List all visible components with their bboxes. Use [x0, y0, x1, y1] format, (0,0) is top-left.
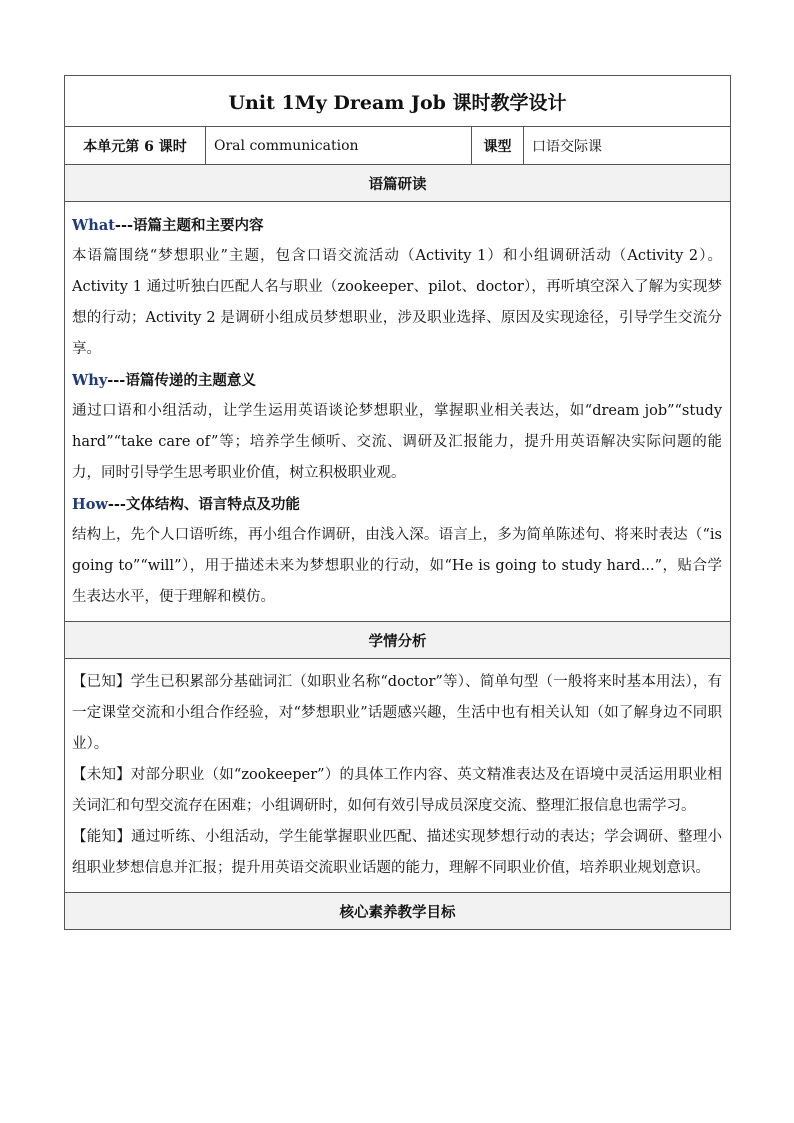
lesson-plan-table — [64, 75, 731, 930]
unknown-tag: 【未知】 — [72, 767, 131, 783]
able-text: 通过听练、小组活动，学生能掌握职业匹配、描述实现梦想行动的表达；学会调研、整理小组职业梦想信息并汇报；提升用英语交流职业话题的能力，理解不同职业价值，培养职业规划意识。 — [72, 829, 723, 876]
student-analysis-content — [65, 659, 731, 893]
known-paragraph — [72, 667, 722, 760]
core-goals-header-row — [65, 893, 731, 930]
lesson-type-value: 口语交际课 — [524, 127, 731, 165]
able-tag: 【能知】 — [72, 829, 132, 845]
how-heading — [72, 489, 722, 520]
what-keyword: What — [72, 217, 115, 234]
student-analysis-heading: 学情分析 — [65, 622, 731, 659]
lesson-plan-sheet — [64, 75, 730, 930]
why-heading — [72, 365, 722, 396]
why-keyword: Why — [72, 372, 108, 389]
text-study-body-row — [65, 202, 731, 622]
what-title: ---语篇主题和主要内容 — [114, 217, 264, 234]
how-keyword: How — [72, 496, 108, 513]
text-study-header-row — [65, 165, 731, 202]
known-tag: 【已知】 — [72, 674, 131, 690]
able-paragraph — [72, 822, 722, 884]
student-analysis-body-row — [65, 659, 731, 893]
what-heading — [72, 210, 722, 241]
unknown-text: 对部分职业（如“zookeeper”）的具体工作内容、英文精准表达及在语境中灵活运用职业相关词汇和句型交流存在困难；小组调研时，如何有效引导成员深度交流、整理汇报信息也需学习。 — [72, 767, 723, 814]
why-title: ---语篇传递的主题意义 — [107, 372, 256, 389]
document-title: Unit 1My Dream Job 课时教学设计 — [65, 76, 731, 127]
how-title: ---文体结构、语言特点及功能 — [107, 496, 300, 513]
meta-row — [65, 127, 731, 165]
why-paragraph: 通过口语和小组活动，让学生运用英语谈论梦想职业，掌握职业相关表达，如“dream job”“study hard”“take care of”等；培养学生倾听、交流、调研及汇报能力，提升用英语解决实际问题的能力，同时引导学生思考职业价值，树立积极职业观。 — [72, 403, 723, 481]
known-text: 学生已积累部分基础词汇（如职业名称“doctor”等）、简单句型（一般将来时基本用法），有一定课堂交流和小组合作经验，对“梦想职业”话题感兴趣，生活中也有相关认知（如了解身边不同职业）。 — [72, 674, 723, 752]
student-analysis-header-row — [65, 622, 731, 659]
what-paragraph: 本语篇围绕“梦想职业”主题，包含口语交流活动（Activity 1）和小组调研活动（Activity 2）。Activity 1 通过听独白匹配人名与职业（zookeeper、pilot、doctor），再听填空深入了解为实现梦想的行动；Activity 2 是调研小组成员梦想职业，涉及职业选择、原因及实现途径，引导学生交流分享。 — [72, 248, 723, 357]
text-study-content — [65, 202, 731, 622]
lesson-type-label: 课型 — [472, 127, 524, 165]
how-paragraph: 结构上，先个人口语听练，再小组合作调研，由浅入深。语言上，多为简单陈述句、将来时表达（“is going to”“will”），用于描述未来为梦想职业的行动，如“He is going to study hard...”，贴合学生表达水平，便于理解和模仿。 — [72, 527, 723, 605]
title-row — [65, 76, 731, 127]
lesson-name-value: Oral communication — [206, 127, 472, 165]
lesson-number-label: 本单元第 6 课时 — [65, 127, 206, 165]
unknown-paragraph — [72, 760, 722, 822]
core-goals-heading: 核心素养教学目标 — [65, 893, 731, 930]
text-study-heading: 语篇研读 — [65, 165, 731, 202]
